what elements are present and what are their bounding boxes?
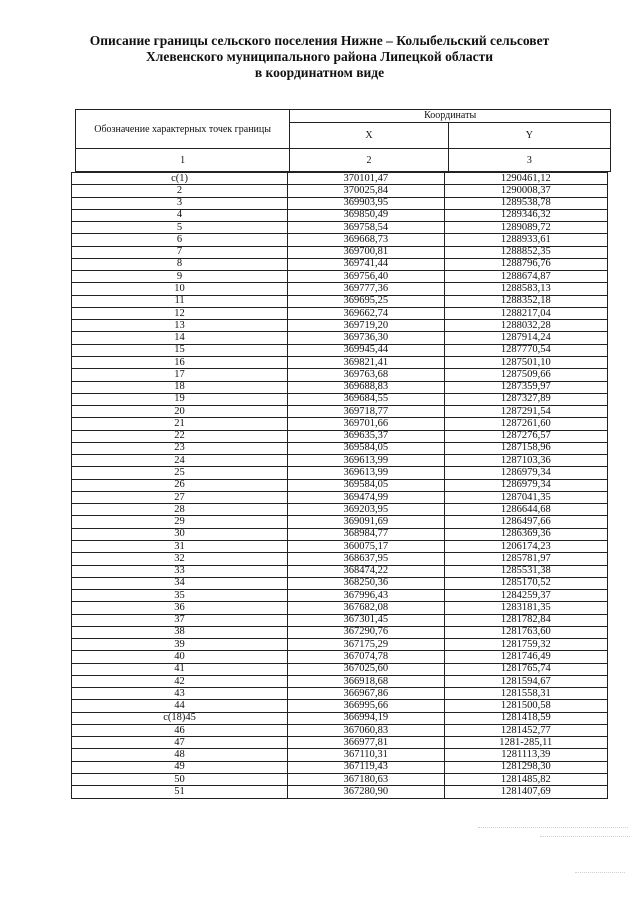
table-row [72,774,608,786]
x-coordinate-cell: 367290,76 [288,626,444,638]
x-coordinate-cell: 367074,78 [288,651,444,663]
table-row [72,271,608,283]
point-id-cell: 47 [72,737,288,749]
title-line-1: Описание границы сельского поселения Нижне – Колыбельский сельсовет [89,33,550,48]
scan-artifact [575,872,625,873]
scan-artifact [540,836,630,837]
table-row [72,491,608,503]
table-row [72,663,608,675]
header-col-number-1: 1 [76,149,290,172]
table-row [72,418,608,430]
point-id-cell: 23 [72,442,288,454]
point-id-cell: 8 [72,258,288,270]
y-coordinate-cell: 1284259,37 [444,590,607,602]
table-row [72,479,608,491]
point-id-cell: 6 [72,234,288,246]
y-coordinate-cell: 1287261,60 [444,418,607,430]
y-coordinate-cell: 1287276,57 [444,430,607,442]
x-coordinate-cell: 369613,99 [288,467,444,479]
x-coordinate-cell: 366994,19 [288,712,444,724]
point-id-cell: 31 [72,540,288,552]
table-row [72,553,608,565]
point-id-cell: 17 [72,369,288,381]
point-id-cell: 28 [72,504,288,516]
point-id-cell: 27 [72,491,288,503]
header-y: Y [448,123,610,149]
x-coordinate-cell: 369203,95 [288,504,444,516]
point-id-cell: 25 [72,467,288,479]
point-id-cell: 48 [72,749,288,761]
table-row [72,307,608,319]
x-coordinate-cell: 367119,43 [288,761,444,773]
point-id-cell: 42 [72,675,288,687]
y-coordinate-cell: 1287291,54 [444,406,607,418]
table-row [72,283,608,295]
y-coordinate-cell: 1281558,31 [444,688,607,700]
point-id-cell: 18 [72,381,288,393]
y-coordinate-cell: 1287501,10 [444,356,607,368]
x-coordinate-cell: 369741,44 [288,258,444,270]
point-id-cell: 32 [72,553,288,565]
table-row [72,712,608,724]
y-coordinate-cell: 1285781,97 [444,553,607,565]
table-row [72,344,608,356]
x-coordinate-cell: 369684,55 [288,393,444,405]
y-coordinate-cell: 1286497,66 [444,516,607,528]
table-row [72,258,608,270]
y-coordinate-cell: 1290461,12 [444,173,607,185]
point-id-cell: 38 [72,626,288,638]
table-row [72,675,608,687]
y-coordinate-cell: 1281407,69 [444,786,607,798]
y-coordinate-cell: 1289089,72 [444,222,607,234]
y-coordinate-cell: 1286979,34 [444,467,607,479]
point-id-cell: 3 [72,197,288,209]
point-id-cell: 2 [72,185,288,197]
point-id-cell: 49 [72,761,288,773]
point-id-cell: 30 [72,528,288,540]
y-coordinate-cell: 1286644,68 [444,504,607,516]
x-coordinate-cell: 367175,29 [288,639,444,651]
x-coordinate-cell: 367301,45 [288,614,444,626]
point-id-cell: 11 [72,295,288,307]
table-header [75,109,611,172]
x-coordinate-cell: 369758,54 [288,222,444,234]
point-id-cell: 43 [72,688,288,700]
point-id-cell: 4 [72,209,288,221]
y-coordinate-cell: 1287359,97 [444,381,607,393]
table-row [72,700,608,712]
y-coordinate-cell: 1288674,87 [444,271,607,283]
y-coordinate-cell: 1288032,28 [444,320,607,332]
point-id-cell: 13 [72,320,288,332]
table-row [72,565,608,577]
table-row [72,577,608,589]
x-coordinate-cell: 367280,90 [288,786,444,798]
x-coordinate-cell: 369662,74 [288,307,444,319]
y-coordinate-cell: 1281763,60 [444,626,607,638]
x-coordinate-cell: 368250,36 [288,577,444,589]
table-row [72,786,608,798]
point-id-cell: 16 [72,356,288,368]
table-row [72,173,608,185]
point-id-cell: 29 [72,516,288,528]
point-id-cell: 10 [72,283,288,295]
x-coordinate-cell: 369718,77 [288,406,444,418]
point-id-cell: 20 [72,406,288,418]
y-coordinate-cell: 1285531,38 [444,565,607,577]
y-coordinate-cell: 1289538,78 [444,197,607,209]
x-coordinate-cell: 369736,30 [288,332,444,344]
point-id-cell: 22 [72,430,288,442]
x-coordinate-cell: 369635,37 [288,430,444,442]
x-coordinate-cell: 366967,86 [288,688,444,700]
point-id-cell: 15 [72,344,288,356]
x-coordinate-cell: 369584,05 [288,479,444,491]
table-row [72,504,608,516]
x-coordinate-cell: 368637,95 [288,553,444,565]
x-coordinate-cell: 369850,49 [288,209,444,221]
x-coordinate-cell: 369945,44 [288,344,444,356]
y-coordinate-cell: 1290008,37 [444,185,607,197]
table-row [72,295,608,307]
table-row [72,209,608,221]
table-row [72,590,608,602]
table-row [72,185,608,197]
x-coordinate-cell: 360075,17 [288,540,444,552]
point-id-cell: 44 [72,700,288,712]
point-id-cell: 26 [72,479,288,491]
point-id-cell: 34 [72,577,288,589]
point-id-cell: 33 [72,565,288,577]
table-row [72,369,608,381]
x-coordinate-cell: 369091,69 [288,516,444,528]
table-row [72,197,608,209]
x-coordinate-cell: 367025,60 [288,663,444,675]
x-coordinate-cell: 369701,66 [288,418,444,430]
y-coordinate-cell: 1285170,52 [444,577,607,589]
y-coordinate-cell: 1286369,36 [444,528,607,540]
y-coordinate-cell: 1281500,58 [444,700,607,712]
x-coordinate-cell: 369756,40 [288,271,444,283]
x-coordinate-cell: 370025,84 [288,185,444,197]
table-row [72,442,608,454]
x-coordinate-cell: 367996,43 [288,590,444,602]
document-title [0,33,639,81]
table-row [72,381,608,393]
x-coordinate-cell: 369700,81 [288,246,444,258]
point-id-cell: 39 [72,639,288,651]
point-id-cell: 19 [72,393,288,405]
table-row [72,467,608,479]
y-coordinate-cell: 1288933,61 [444,234,607,246]
header-col-number-2: 2 [290,149,448,172]
point-id-cell: 37 [72,614,288,626]
table-row [72,234,608,246]
y-coordinate-cell: 1281-285,11 [444,737,607,749]
table-row [72,688,608,700]
y-coordinate-cell: 1283181,35 [444,602,607,614]
point-id-cell: 36 [72,602,288,614]
x-coordinate-cell: 366918,68 [288,675,444,687]
y-coordinate-cell: 1206174,23 [444,540,607,552]
table-row [72,614,608,626]
y-coordinate-cell: 1287509,66 [444,369,607,381]
x-coordinate-cell: 368474,22 [288,565,444,577]
point-id-cell: 24 [72,455,288,467]
point-id-cell: 41 [72,663,288,675]
y-coordinate-cell: 1286979,34 [444,479,607,491]
x-coordinate-cell: 369695,25 [288,295,444,307]
y-coordinate-cell: 1281485,82 [444,774,607,786]
x-coordinate-cell: 368984,77 [288,528,444,540]
table-row [72,651,608,663]
x-coordinate-cell: 367180,63 [288,774,444,786]
y-coordinate-cell: 1287914,24 [444,332,607,344]
coordinates-table [71,172,608,799]
point-id-cell: 21 [72,418,288,430]
y-coordinate-cell: 1281418,59 [444,712,607,724]
table-row [72,626,608,638]
y-coordinate-cell: 1288352,18 [444,295,607,307]
scan-artifact [478,827,628,828]
table-row [72,406,608,418]
y-coordinate-cell: 1281765,74 [444,663,607,675]
table-row [72,602,608,614]
table-row [72,356,608,368]
header-col-number-3: 3 [448,149,610,172]
y-coordinate-cell: 1281298,30 [444,761,607,773]
x-coordinate-cell: 369821,41 [288,356,444,368]
x-coordinate-cell: 366977,81 [288,737,444,749]
x-coordinate-cell: 369688,83 [288,381,444,393]
point-id-cell: 46 [72,724,288,736]
table-row [72,430,608,442]
point-id-cell: 35 [72,590,288,602]
y-coordinate-cell: 1288852,35 [444,246,607,258]
point-id-cell: 5 [72,222,288,234]
y-coordinate-cell: 1287327,89 [444,393,607,405]
x-coordinate-cell: 369777,36 [288,283,444,295]
table-row [72,320,608,332]
y-coordinate-cell: 1289346,32 [444,209,607,221]
x-coordinate-cell: 369474,99 [288,491,444,503]
y-coordinate-cell: 1287770,54 [444,344,607,356]
y-coordinate-cell: 1287041,35 [444,491,607,503]
header-point-label: Обозначение характерных точек границы [76,110,290,149]
point-id-cell: с(18)45 [72,712,288,724]
y-coordinate-cell: 1281113,39 [444,749,607,761]
x-coordinate-cell: 369613,99 [288,455,444,467]
y-coordinate-cell: 1287103,36 [444,455,607,467]
table-row [72,724,608,736]
y-coordinate-cell: 1288796,76 [444,258,607,270]
table-row [72,528,608,540]
x-coordinate-cell: 369668,73 [288,234,444,246]
table-row [72,455,608,467]
x-coordinate-cell: 367060,83 [288,724,444,736]
x-coordinate-cell: 369719,20 [288,320,444,332]
x-coordinate-cell: 370101,47 [288,173,444,185]
point-id-cell: 7 [72,246,288,258]
point-id-cell: 14 [72,332,288,344]
y-coordinate-cell: 1281746,49 [444,651,607,663]
table-row [72,246,608,258]
point-id-cell: с(1) [72,173,288,185]
table-row [72,540,608,552]
table-row [72,639,608,651]
table-row [72,393,608,405]
x-coordinate-cell: 369763,68 [288,369,444,381]
y-coordinate-cell: 1288217,04 [444,307,607,319]
table-row [72,737,608,749]
table-row [72,332,608,344]
x-coordinate-cell: 369584,05 [288,442,444,454]
point-id-cell: 50 [72,774,288,786]
header-coordinates: Координаты [290,110,611,123]
title-line-3: в координатном виде [254,65,385,80]
y-coordinate-cell: 1287158,96 [444,442,607,454]
y-coordinate-cell: 1281452,77 [444,724,607,736]
table-row [72,749,608,761]
x-coordinate-cell: 367682,08 [288,602,444,614]
y-coordinate-cell: 1288583,13 [444,283,607,295]
x-coordinate-cell: 367110,31 [288,749,444,761]
y-coordinate-cell: 1281594,67 [444,675,607,687]
title-line-2: Хлевенского муниципального района Липецкой области [146,49,493,64]
point-id-cell: 51 [72,786,288,798]
y-coordinate-cell: 1281759,32 [444,639,607,651]
point-id-cell: 12 [72,307,288,319]
table-row [72,222,608,234]
y-coordinate-cell: 1281782,84 [444,614,607,626]
header-x: X [290,123,448,149]
point-id-cell: 40 [72,651,288,663]
table-row [72,516,608,528]
x-coordinate-cell: 369903,95 [288,197,444,209]
x-coordinate-cell: 366995,66 [288,700,444,712]
point-id-cell: 9 [72,271,288,283]
table-row [72,761,608,773]
